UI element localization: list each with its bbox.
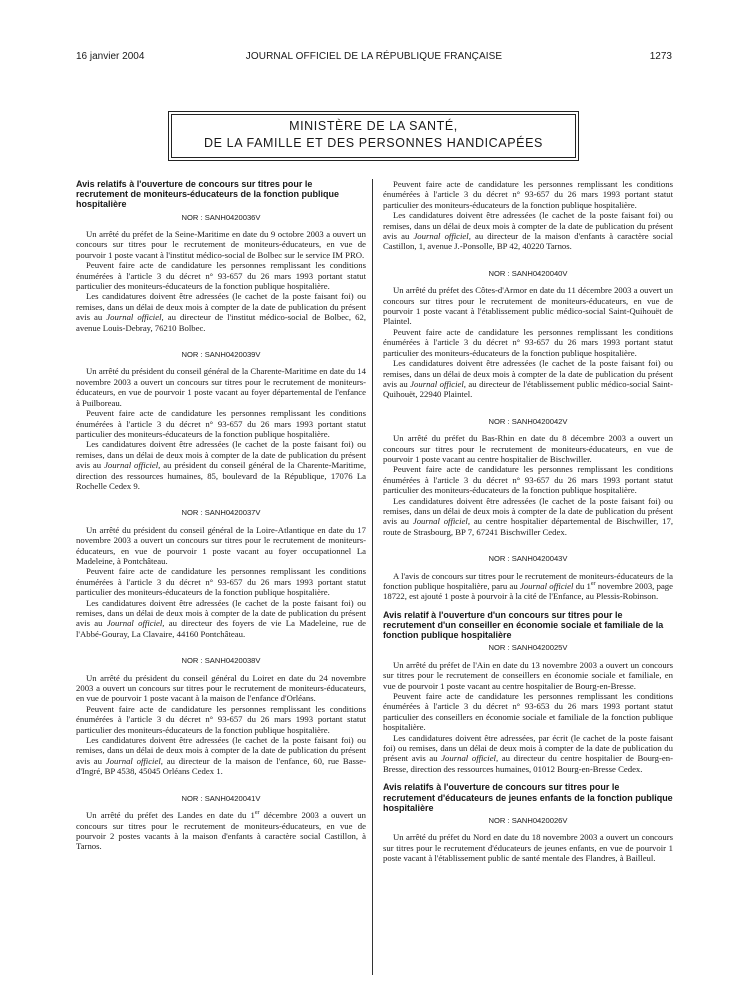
journal-officiel-ref: Journal officiel, [412, 516, 470, 527]
section-heading: Avis relatif à l'ouverture d'un concours sur titres pour le recrutement d'un conseiller en économie sociale et familiale de la fonction publique hospitalière [383, 609, 664, 641]
paragraph: Un arrêté du préfet des Landes en date du 1er décembre 2003 a ouvert un concours sur titres pour le recrutement de moniteurs-éducateurs, en vue de pourvoir 2 postes vacants à la maison d'enfants à caractère social Castillon, à Tarnos. [76, 810, 366, 852]
paragraph: Un arrêté du préfet du Nord en date du 18 novembre 2003 a ouvert un concours sur titres pour le recrutement d'éducateurs de jeunes enfants, en vue de pourvoir 1 poste vacant à l'établissement public de santé mentale des Flandres, à Bailleul. [383, 832, 673, 864]
issue-date: 16 janvier 2004 [76, 51, 145, 62]
nor-reference: NOR : SANH0420036V [181, 212, 261, 222]
journal-officiel-ref: Journal officiel, [105, 755, 163, 766]
journal-officiel-ref: Journal officiel, [410, 378, 466, 389]
paragraph: Les candidatures doivent être adressées (le cachet de la poste faisant foi) ou remises, dans un délai de deux mois à compter de la date de publication du présent avis au Journal officiel, au directeur de la maison d'enfants à caractère social Castillon, 1, avenue J.-Ponsolle, BP 42, 40220 Tarnos. [383, 210, 673, 252]
right-column [383, 179, 673, 864]
paragraph: Un arrêté du président du conseil général de la Charente-Maritime en date du 14 novembre 2003 a ouvert un concours sur titres pour le recrutement de moniteurs-éducateurs, en vue de pourvoir 1 poste vacant au foyer départemental de l'enfance à Puilboreau. [76, 366, 366, 408]
paragraph: Les candidatures doivent être adressées (le cachet de la poste faisant foi) ou remises, dans un délai de deux mois à compter de la date de publication du présent avis au Journal officiel, au directeur de la maison de l'enfance, 60, rue Basse-d'Ingré, BP 4538, 45045 Orléans Cedex 1. [76, 735, 366, 777]
paragraph: Les candidatures doivent être adressées (le cachet de la poste faisant foi) ou remises, dans un délai de deux mois à compter de la date de publication du présent avis au Journal officiel, au directeur de l'établissement public médico-social Saint-Quihouët, 22940 Plaintel. [383, 358, 673, 400]
nor-reference: NOR : SANH0420039V [181, 350, 261, 360]
section-heading: Avis relatifs à l'ouverture de concours sur titres pour le recrutement de moniteurs-éducateurs de la fonction publique hospitalière [76, 179, 340, 210]
ministry-line-2: DE LA FAMILLE ET DES PERSONNES HANDICAPÉES [204, 136, 543, 150]
ministry-title-box [171, 114, 576, 158]
paragraph: Un arrêté du président du conseil général de la Loire-Atlantique en date du 17 novembre 2003 a ouvert un concours sur titres pour le recrutement de moniteurs-éducateurs, en vue de pourvoir 1 poste vacant au foyer occupationnel La Madeleine, à Pontchâteau. [76, 524, 366, 566]
nor-reference: NOR : SANH0420038V [181, 656, 261, 666]
paragraph: Peuvent faire acte de candidature les personnes remplissant les conditions énumérées à l'article 3 du décret n° 93-657 du 26 mars 1993 portant statut particulier des moniteurs-éducateurs de la fonction publique hospitalière. [383, 179, 673, 210]
nor-reference: NOR : SANH0420043V [488, 554, 568, 564]
section-heading: Avis relatifs à l'ouverture de concours sur titres pour le recrutement d'éducateurs de jeunes enfants de la fonction publique hospitalière [383, 782, 673, 813]
paragraph: Peuvent faire acte de candidature les personnes remplissant les conditions énumérées à l'article 3 du décret n° 93-657 du 26 mars 1993 portant statut particulier des moniteurs-éducateurs de la fonction publique hospitalière. [383, 326, 673, 358]
journal-officiel-ref: Journal officiel, [106, 618, 165, 629]
nor-reference: NOR : SANH0420042V [488, 416, 568, 426]
paragraph: Les candidatures doivent être adressées (le cachet de la poste faisant foi) ou remises, dans un délai de deux mois à compter de la date de publication du présent avis au Journal officiel, au président du conseil général de la Charente-Maritime, direction des ressources humaines, 85, boulevard de la République, 17076 La Rochelle Cedex 9. [76, 439, 366, 491]
paragraph: Un arrêté du préfet de la Seine-Maritime en date du 9 octobre 2003 a ouvert un concours sur titres pour le recrutement de moniteurs-éducateurs, en vue de pourvoir 1 poste vacant à l'institut médico-social de Bolbec sur le service IM PRO. [76, 229, 366, 260]
paragraph: A l'avis de concours sur titres pour le recrutement de moniteurs-éducateurs de la fonction publique hospitalière, paru au Journal officiel du 1er novembre 2003, page 18722, est ajouté 1 poste à pourvoir à la cité de l'Enfance, au Plessis-Robinson. [383, 570, 673, 602]
journal-officiel-ref: Journal officiel, [441, 753, 499, 764]
journal-officiel-ref: Journal officiel, [106, 312, 164, 323]
paragraph: Les candidatures doivent être adressées (le cachet de la poste faisant foi) ou remises, dans un délai de deux mois à compter de la date de publication du présent avis au Journal officiel, au directeur des foyers de vie La Madeleine, rue de l'Abbé-Gouray, La Clavaire, 44160 Pontchâteau. [76, 597, 366, 639]
journal-officiel-ref: Journal officiel [519, 581, 574, 591]
page-header [76, 51, 672, 65]
paragraph: Peuvent faire acte de candidature les personnes remplissant les conditions énumérées à l'article 3 du décret n° 93-657 du 26 mars 1993 portant statut particulier des moniteurs-éducateurs de la fonction publique hospitalière. [76, 260, 366, 292]
nor-reference: NOR : SANH0420041V [181, 793, 261, 803]
journal-officiel-ref: Journal officiel, [413, 231, 471, 242]
paragraph: Les candidatures doivent être adressées (le cachet de la poste faisant foi) ou remises, dans un délai de deux mois à compter de la date de publication du présent avis au Journal officiel, au centre hospitalier départemental de Bischwiller, 17, route de Strasbourg, BP 7, 67241 Bischwiller Cedex. [383, 495, 673, 537]
paragraph: Les candidatures doivent être adressées (le cachet de la poste faisant foi) ou remises, dans un délai de deux mois à compter de la date de publication du présent avis au Journal officiel, au directeur de l'institut médico-social de Bolbec, 62, avenue Louis-Debray, 76210 Bolbec. [76, 291, 366, 333]
paragraph: Peuvent faire acte de candidature les personnes remplissant les conditions énumérées à l'article 3 du décret n° 93-657 du 26 mars 1993 portant statut particulier des moniteurs-éducateurs de la fonction publique hospitalière. [76, 566, 366, 598]
journal-officiel-ref: Journal officiel, [104, 460, 161, 471]
left-column [76, 179, 366, 852]
paragraph: Peuvent faire acte de candidature les personnes remplissant les conditions énumérées à l'article 3 du décret n° 93-657 du 26 mars 1993 portant statut particulier des moniteurs-éducateurs de la fonction publique hospitalière. [76, 703, 366, 735]
nor-reference: NOR : SANH0420037V [181, 508, 261, 518]
column-divider [372, 179, 373, 975]
paragraph: Peuvent faire acte de candidature les personnes remplissant les conditions énumérées à l'article 3 du décret n° 93-657 du 26 mars 1993 portant statut particulier des moniteurs-éducateurs de la fonction publique hospitalière. [76, 408, 366, 439]
paragraph: Les candidatures doivent être adressées, par écrit (le cachet de la poste faisant foi) ou remises, dans un délai de deux mois à compter de la date de publication du présent avis au Journal officiel, au directeur du centre hospitalier de Bourg-en-Bresse, direction des ressources humaines, 01012 Bourg-en-Bresse Cedex. [383, 732, 673, 774]
nor-reference: NOR : SANH0420026V [488, 815, 568, 825]
journal-title: JOURNAL OFFICIEL DE LA RÉPUBLIQUE FRANÇAISE [245, 51, 503, 62]
nor-reference: NOR : SANH0420025V [488, 643, 568, 653]
paragraph: Peuvent faire acte de candidature les personnes remplissant les conditions énumérées à l'article 3 du décret n° 93-653 du 26 mars 1993 portant statut particulier des conseillers en économie sociale et familiale de la fonction publique hospitalière. [383, 691, 673, 733]
paragraph: Un arrêté du préfet du Bas-Rhin en date du 8 décembre 2003 a ouvert un concours sur titres pour le recrutement de moniteurs-éducateurs, en vue de pourvoir 1 poste vacant au centre hospitalier de Bischwiller. [383, 433, 673, 464]
ministry-line-1: MINISTÈRE DE LA SANTÉ, [289, 119, 458, 133]
paragraph: Un arrêté du préfet de l'Ain en date du 13 novembre 2003 a ouvert un concours sur titres pour le recrutement de conseillers en économie sociale et familiale, en vue de pourvoir 1 poste vacant au centre hospitalier de Bourg-en-Bresse. [383, 659, 673, 691]
paragraph: Un arrêté du président du conseil général du Loiret en date du 24 novembre 2003 a ouvert un concours sur titres pour le recrutement de moniteurs-éducateurs, en vue de pourvoir 1 poste vacant à la maison de l'enfance d'Orléans. [76, 672, 366, 704]
page-number: 1273 [649, 51, 672, 62]
paragraph: Un arrêté du préfet des Côtes-d'Armor en date du 11 décembre 2003 a ouvert un concours sur titres pour le recrutement de moniteurs-éducateurs, en vue de pourvoir 1 poste vacant à l'établissement public médico-social Saint-Quihouët de Plaintel. [383, 285, 673, 327]
paragraph: Peuvent faire acte de candidature les personnes remplissant les conditions énumérées à l'article 3 du décret n° 93-657 du 26 mars 1993 portant statut particulier des moniteurs-éducateurs de la fonction publique hospitalière. [383, 464, 673, 496]
nor-reference: NOR : SANH0420040V [488, 268, 568, 278]
